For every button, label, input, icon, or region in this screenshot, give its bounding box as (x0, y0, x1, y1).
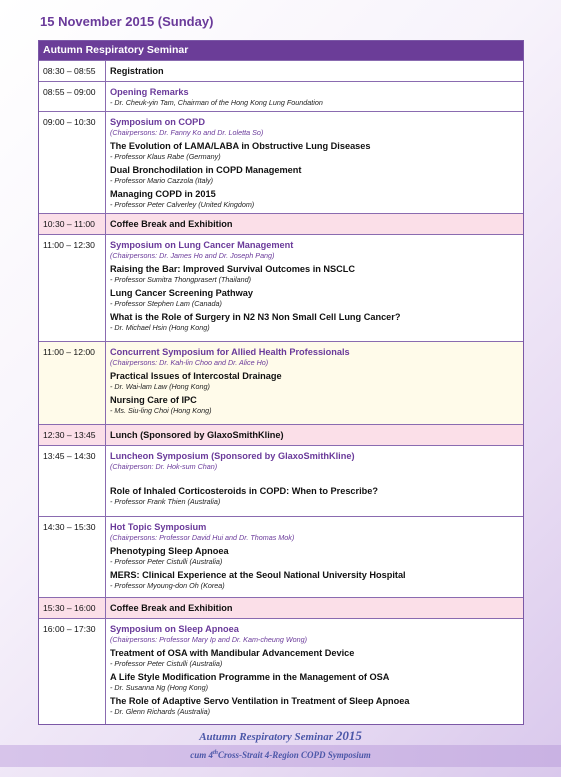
time-cell: 11:00 – 12:00 (39, 342, 106, 424)
talk-title: Treatment of OSA with Mandibular Advancement Device (110, 648, 355, 658)
table-row (39, 213, 523, 234)
chairpersons: (Chairpersons: Dr. James Ho and Dr. Joseph Pang) (110, 251, 275, 260)
chairpersons: (Chairpersons: Dr. Kah-lin Choo and Dr. Alice Ho) (110, 358, 269, 367)
row-title: Lunch (Sponsored by GlaxoSmithKline) (110, 430, 284, 440)
speaker: - Dr. Michael Hsin (Hong Kong) (110, 323, 210, 332)
footer-subtitle (0, 750, 561, 760)
table-row (39, 341, 523, 424)
speaker: - Professor Mario Cazzola (Italy) (110, 176, 214, 185)
speaker: - Dr. Wai-lam Law (Hong Kong) (110, 382, 210, 391)
table-row (39, 234, 523, 341)
chairpersons: (Chairpersons: Dr. Fanny Ko and Dr. Loletta So) (110, 128, 264, 137)
page-date: 15 November 2015 (Sunday) (40, 14, 214, 29)
talk-title: Role of Inhaled Corticosteroids in COPD: When to Prescribe? (110, 486, 378, 496)
time-cell: 13:45 – 14:30 (39, 446, 106, 516)
time-cell: 11:00 – 12:30 (39, 235, 106, 341)
chairpersons: (Chairpersons: Professor David Hui and Dr. Thomas Mok) (110, 533, 295, 542)
talk-title: Raising the Bar: Improved Survival Outcomes in NSCLC (110, 264, 356, 274)
time-cell: 08:30 – 08:55 (39, 61, 106, 81)
footer-subtitle-prefix: cum 4 (190, 750, 213, 760)
session-title: Opening Remarks (110, 87, 189, 97)
time-cell: 10:30 – 11:00 (39, 214, 106, 234)
talk-title: MERS: Clinical Experience at the Seoul National University Hospital (110, 570, 406, 580)
time-cell: 15:30 – 16:00 (39, 598, 106, 618)
speaker: - Dr. Cheuk-yin Tam, Chairman of the Hong Kong Lung Foundation (110, 98, 323, 107)
chairpersons: (Chairpersons: Professor Mary Ip and Dr. Kam-cheung Wong) (110, 635, 308, 644)
talk-title: Practical Issues of Intercostal Drainage (110, 371, 282, 381)
table-row (39, 516, 523, 597)
row-title: Coffee Break and Exhibition (110, 219, 233, 229)
speaker: - Professor Peter Cistulli (Australia) (110, 659, 223, 668)
time-cell: 09:00 – 10:30 (39, 112, 106, 213)
talk-title: Managing COPD in 2015 (110, 189, 216, 199)
speaker: - Professor Stephen Lam (Canada) (110, 299, 222, 308)
session-title: Concurrent Symposium for Allied Health Professionals (110, 347, 350, 357)
chairpersons: (Chairperson: Dr. Hok-sum Chan) (110, 462, 218, 471)
table-row (39, 424, 523, 445)
speaker: - Ms. Siu-ling Choi (Hong Kong) (110, 406, 212, 415)
talk-title: The Evolution of LAMA/LABA in Obstructive Lung Diseases (110, 141, 371, 151)
talk-title: A Life Style Modification Programme in the Management of OSA (110, 672, 390, 682)
table-row (39, 445, 523, 516)
footer-subtitle-sup: th (212, 750, 218, 756)
session-title: Hot Topic Symposium (110, 522, 207, 532)
table-header: Autumn Respiratory Seminar (39, 41, 523, 60)
table-row (39, 111, 523, 213)
session-title: Symposium on COPD (110, 117, 205, 127)
talk-title: Dual Bronchodilation in COPD Management (110, 165, 302, 175)
row-title: Coffee Break and Exhibition (110, 603, 233, 613)
footer-title (0, 728, 561, 744)
table-row (39, 618, 523, 724)
speaker: - Professor Sumitra Thongprasert (Thailand) (110, 275, 252, 284)
speaker: - Dr. Susanna Ng (Hong Kong) (110, 683, 209, 692)
table-row (39, 597, 523, 618)
footer-year: 2015 (335, 728, 362, 743)
time-cell: 12:30 – 13:45 (39, 425, 106, 445)
time-cell: 16:00 – 17:30 (39, 619, 106, 724)
time-cell: 14:30 – 15:30 (39, 517, 106, 597)
talk-title: Lung Cancer Screening Pathway (110, 288, 253, 298)
row-title: Registration (110, 66, 164, 76)
speaker: - Professor Myoung-don Oh (Korea) (110, 581, 225, 590)
talk-title: Nursing Care of IPC (110, 395, 197, 405)
table-row (39, 81, 523, 111)
footer-seminar-name: Autumn Respiratory Seminar (199, 731, 334, 743)
speaker: - Professor Klaus Rabe (Germany) (110, 152, 221, 161)
session-title: Symposium on Sleep Apnoea (110, 624, 239, 634)
session-title: Luncheon Symposium (Sponsored by GlaxoSmithKline) (110, 451, 355, 461)
speaker: - Professor Peter Cistulli (Australia) (110, 557, 223, 566)
footer-subtitle-rest: Cross-Strait 4-Region COPD Symposium (218, 750, 371, 760)
programme-table (38, 40, 524, 725)
session-title: Symposium on Lung Cancer Management (110, 240, 294, 250)
talk-title: What is the Role of Surgery in N2 N3 Non Small Cell Lung Cancer? (110, 312, 401, 322)
table-row (39, 60, 523, 81)
speaker: - Professor Peter Calverley (United Kingdom) (110, 200, 255, 209)
speaker: - Professor Frank Thien (Australia) (110, 497, 221, 506)
talk-title: The Role of Adaptive Servo Ventilation in Treatment of Sleep Apnoea (110, 696, 410, 706)
talk-title: Phenotyping Sleep Apnoea (110, 546, 229, 556)
speaker: - Dr. Glenn Richards (Australia) (110, 707, 210, 716)
time-cell: 08:55 – 09:00 (39, 82, 106, 111)
